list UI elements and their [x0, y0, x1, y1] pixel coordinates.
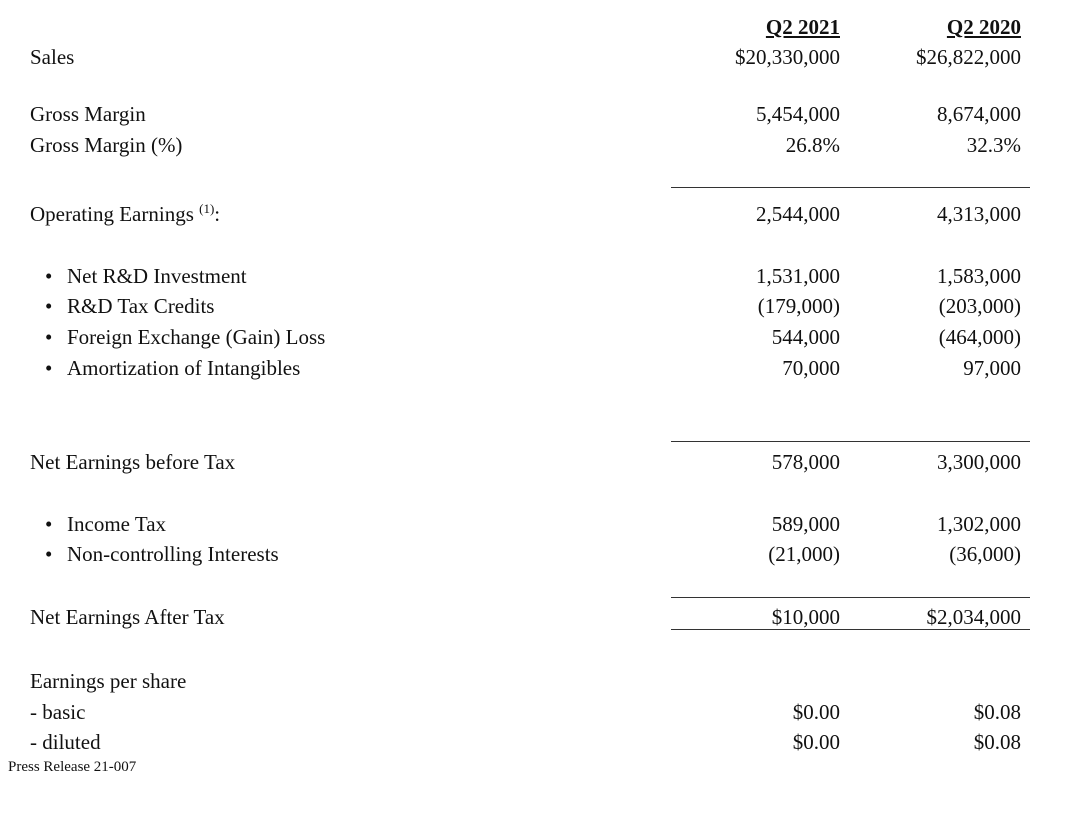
item-prior: 97,000	[963, 356, 1021, 380]
bullet-icon: •	[45, 542, 53, 566]
list-item	[45, 294, 214, 318]
eps-diluted-current: $0.00	[792, 730, 840, 754]
net-before-tax-label: Net Earnings before Tax	[30, 450, 236, 474]
sales-label: Sales	[30, 45, 75, 69]
divider-rule	[671, 629, 1030, 630]
bullet-icon: •	[45, 264, 53, 288]
divider-rule	[671, 187, 1030, 188]
item-current: 544,000	[771, 325, 840, 349]
item-current: 1,531,000	[756, 264, 840, 288]
item-prior: (36,000)	[949, 542, 1021, 566]
eps-basic-prior: $0.08	[973, 700, 1021, 724]
bullet-icon: •	[45, 325, 53, 349]
list-item	[45, 264, 247, 288]
item-current: 70,000	[782, 356, 840, 380]
sales-current: $20,330,000	[735, 45, 840, 69]
gross-margin-label: Gross Margin	[30, 102, 146, 126]
net-after-tax-prior: $2,034,000	[926, 605, 1021, 629]
sales-prior: $26,822,000	[916, 45, 1021, 69]
bullet-icon: •	[45, 512, 53, 536]
operating-earnings-prior: 4,313,000	[937, 202, 1021, 226]
divider-rule	[671, 597, 1030, 598]
eps-basic-current: $0.00	[792, 700, 840, 724]
operating-earnings-colon: :	[214, 202, 221, 226]
footnote-marker: (1)	[199, 201, 215, 216]
column-header-q2-2020: Q2 2020	[946, 15, 1021, 39]
list-item	[45, 512, 166, 536]
item-prior: 1,302,000	[937, 512, 1021, 536]
divider-rule	[671, 441, 1030, 442]
net-after-tax-label: Net Earnings After Tax	[30, 605, 225, 629]
operating-earnings-current: 2,544,000	[756, 202, 840, 226]
eps-diluted-label: - diluted	[30, 730, 101, 754]
eps-diluted-prior: $0.08	[973, 730, 1021, 754]
operating-earnings-label-text: Operating Earnings	[30, 202, 194, 226]
item-label: Net R&D Investment	[67, 264, 247, 288]
gross-margin-pct-label: Gross Margin (%)	[30, 133, 183, 157]
gross-margin-pct-prior: 32.3%	[966, 133, 1021, 157]
eps-basic-label: - basic	[30, 700, 86, 724]
list-item	[45, 356, 300, 380]
bullet-icon: •	[45, 356, 53, 380]
bullet-icon: •	[45, 294, 53, 318]
list-item	[45, 325, 325, 349]
net-before-tax-current: 578,000	[771, 450, 840, 474]
list-item	[45, 542, 279, 566]
item-label: Non-controlling Interests	[67, 542, 279, 566]
column-header-q2-2021: Q2 2021	[765, 15, 840, 39]
gross-margin-pct-current: 26.8%	[785, 133, 840, 157]
gross-margin-current: 5,454,000	[756, 102, 840, 126]
gross-margin-prior: 8,674,000	[937, 102, 1021, 126]
net-before-tax-prior: 3,300,000	[937, 450, 1021, 474]
item-label: R&D Tax Credits	[67, 294, 215, 318]
eps-label: Earnings per share	[30, 669, 187, 693]
item-prior: 1,583,000	[937, 264, 1021, 288]
item-label: Income Tax	[67, 512, 167, 536]
item-label: Amortization of Intangibles	[67, 356, 301, 380]
item-prior: (464,000)	[938, 325, 1021, 349]
net-after-tax-current: $10,000	[771, 605, 840, 629]
item-current: 589,000	[771, 512, 840, 536]
footer-press-release: Press Release 21-007	[8, 759, 137, 775]
item-current: (21,000)	[768, 542, 840, 566]
item-current: (179,000)	[757, 294, 840, 318]
item-label: Foreign Exchange (Gain) Loss	[67, 325, 326, 349]
item-prior: (203,000)	[938, 294, 1021, 318]
operating-earnings-label	[30, 202, 220, 226]
